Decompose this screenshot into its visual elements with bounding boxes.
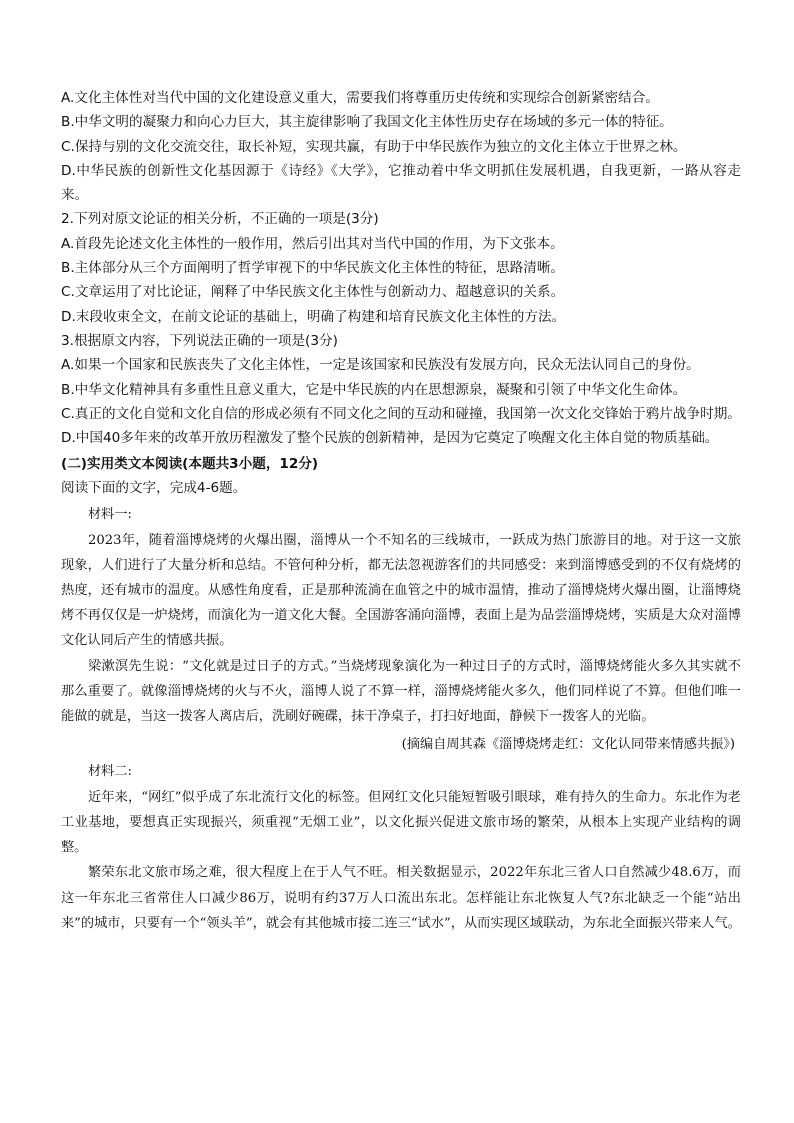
q3-option-a: A.如果一个国家和民族丧失了文化主体性，一定是该国家和民族没有发展方向，民众无法认同自己的身份。 — [61, 357, 700, 374]
q1-option-a: A.文化主体性对当代中国的文化建设意义重大，需要我们将尊重历史传统和实现综合创新紧密结合。 — [61, 90, 659, 106]
question-1-options — [61, 86, 741, 207]
material-2-heading: 材料二: — [88, 764, 133, 780]
q1-option-d: D.中华民族的创新性文化基因源于《诗经》《大学》，它推动着中华文明抓住发展机遇，自我更新，一路从容走来。 — [61, 162, 741, 204]
material-1-paragraph: 梁漱溟先生说：“文化就是过日子的方式。”当烧烤现象演化为一种过日子的方式时，淄博烧烤能火多久其实就不那么重要了。就像淄博烧烤的火与不火，淄博人说了不算一样，淄博烧烤能火多久，他们同样说了不算。但他们唯一能做的就是，当这一拨客人离店后，洗刷好碗碟，抹干净桌子，打扫好地面，静候下一拨客人的光临。 — [61, 658, 741, 725]
material-1 — [61, 502, 741, 757]
material-1-source: (摘编自周其森《淄博烧烤走红：文化认同带来情感共振》) — [401, 737, 735, 753]
q1-option-c: C.保持与别的文化交流交往，取长补短，实现共赢，有助于中华民族作为独立的文化主体立于世界之林。 — [61, 138, 687, 155]
q1-option-b: B.中华文明的凝聚力和向心力巨大，其主旋律影响了我国文化主体性历史存在场域的多元一体的特征。 — [61, 114, 673, 131]
q2-stem: 2.下列对原文论证的相关分析，不正确的一项是(3分) — [61, 211, 379, 228]
question-2 — [61, 207, 741, 328]
q3-stem: 3.根据原文内容，下列说法正确的一项是(3分) — [61, 332, 338, 349]
q2-option-b: B.主体部分从三个方面阐明了哲学审视下的中华民族文化主体性的特征，思路清晰。 — [61, 260, 565, 277]
q3-option-c: C.真正的文化自觉和文化自信的形成必须有不同文化之间的互动和碰撞，我国第一次文化交锋始于鸦片战争时期。 — [61, 405, 741, 422]
q2-option-a: A.首段先论述文化主体性的一般作用，然后引出其对当代中国的作用，为下文张本。 — [61, 235, 564, 252]
material-1-heading: 材料一: — [88, 507, 133, 523]
material-1-paragraph: 2023年，随着淄博烧烤的火爆出圈，淄博从一个不知名的三线城市，一跃成为热门旅游目的地。对于这一文旅现象，人们进行了大量分析和总结。不管何种分析，都无法忽视游客们的共同感受：来到淄博感受到的不仅有烧烤的热度，还有城市的温度。从感性角度看，正是那种流淌在血管之中的城市温情，推动了淄博烧烤火爆出圈，让淄博烧烤不再仅仅是一炉烧烤，而演化为一道文化大餐。全国游客涌向淄博，表面上是为品尝淄博烧烤，实质是大众对淄博文化认同后产生的情感共振。 — [61, 532, 741, 649]
q2-option-c: C.文章运用了对比论证，阐释了中华民族文化主体性与创新动力、超越意识的关系。 — [61, 284, 565, 301]
section-2-title: (二)实用类文本阅读(本题共3小题，12分) — [61, 456, 319, 473]
q3-option-b: B.中华文化精神具有多重性且意义重大，它是中华民族的内在思想源泉，凝聚和引领了中华文化生命体。 — [61, 381, 687, 398]
material-2-paragraph: 近年来，“网红”似乎成了东北流行文化的标签。但网红文化只能短暂吸引眼球，难有持久的生命力。东北作为老工业基地，要想真正实现振兴，须重视“无烟工业”，以文化振兴促进文旅市场的繁荣，从根本上实现产业结构的调整。 — [61, 789, 741, 856]
q3-option-d: D.中国40多年来的改革开放历程激发了整个民族的创新精神，是因为它奠定了唤醒文化主体自觉的物质基础。 — [61, 430, 719, 447]
material-2 — [61, 759, 741, 935]
section-2-instruction: 阅读下面的文字，完成4-6题。 — [61, 480, 247, 497]
q2-option-d: D.末段收束全文，在前文论证的基础上，明确了构建和培育民族文化主体性的方法。 — [61, 308, 566, 325]
question-3 — [61, 329, 741, 450]
material-2-paragraph: 繁荣东北文旅市场之难，很大程度上在于人气不旺。相关数据显示，2022年东北三省人口自然减少48.6万，而这一年东北三省常住人口减少86万，说明有约37万人口流出东北。怎样能让东北恢复人气?东北缺乏一个能“站出来”的城市，只要有一个“领头羊”，就会有其他城市接二连三“试水”，从而实现区域联动，为东北全面振兴带来人气。 — [61, 865, 741, 931]
document-page — [61, 86, 741, 936]
